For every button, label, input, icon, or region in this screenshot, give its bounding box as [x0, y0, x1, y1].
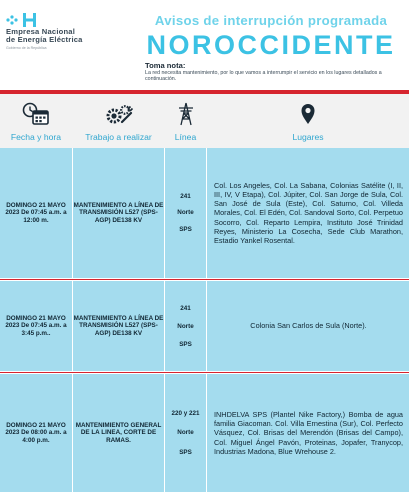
column-label-work: Trabajo a realizar [85, 132, 152, 142]
enee-logo-mark-icon [6, 12, 118, 28]
date-text: DOMINGO 21 MAYO 2023 De 07:45 a.m. a 3:45 p.m.. [5, 314, 67, 337]
transmission-tower-icon [165, 102, 206, 126]
table-row [0, 148, 409, 278]
column-label-line: Línea [174, 132, 197, 142]
work-text: MANTENIMIENTO GENERAL DE LA LINEA, CORTE DE RAMAS. [75, 421, 162, 444]
line-circuit: 241 [180, 304, 191, 312]
cell-work [73, 148, 164, 278]
work-text: MANTENIMIENTO A LÍNEA DE TRANSMISIÓN L527 (SPS-AGP) DE138 KV [73, 314, 164, 337]
cell-date [0, 148, 72, 278]
notice-title-main: NOROCCIDENTE [146, 30, 396, 60]
line-zone: Norte [177, 429, 194, 437]
column-header-work [73, 94, 164, 148]
line-city: SPS [179, 448, 192, 456]
note-label: Toma nota: [145, 61, 186, 70]
note-text: La red necesita mantenimiento, por lo que vamos a interrumpir el servicio en los lugares detallados a continuación. [145, 70, 382, 83]
date-text: DOMINGO 21 MAYO 2023 De 07:45 a.m. a 12:00 m. [5, 201, 67, 224]
cell-places [207, 281, 409, 371]
outage-table-body [0, 148, 409, 492]
column-header-line [165, 94, 206, 148]
cell-date [0, 281, 72, 371]
org-tagline: Gobierno de la República [6, 45, 47, 50]
cell-line [165, 374, 206, 492]
line-circuit: 220 y 221 [171, 410, 200, 418]
column-label-date: Fecha y hora [10, 132, 62, 142]
cell-work [73, 281, 164, 371]
places-text: Colonia San Carlos de Sula (Norte). [250, 321, 367, 331]
line-zone: Norte [177, 209, 194, 217]
line-city: SPS [179, 226, 192, 234]
column-label-places: Lugares [292, 132, 324, 142]
cell-places [207, 374, 409, 492]
places-text: Col. Los Angeles, Col. La Sabana, Colonias Satélite (I, II, III, IV, V Etapa), Col. Júpiter, Col. San Jorge de Sula, Col. San José de Sula (Este), Col. Saturno, Col. Villeda Morales, Col. El Edén, Col. Sandoval Sorto, Col. Perpetuo Socorro, Col. Reparto Lempira, Instituto José Trinidad Reyes, Ministerio La Cosecha, Sede Club Marathon, Estadio Yankel Rosental. [214, 180, 403, 245]
page-header [0, 0, 409, 90]
cell-line [165, 148, 206, 278]
places-text: INHDELVA SPS (Plantel Nike Factory,) Bomba de agua familia Giacoman. Col. Villa Ernestina (Sur), Col. Perfecto Vásquez, Col. Brisas del Merendón (Brisas del Campo), Col. Miguel Ángel Pavón, Proteinas, Jopafer, Tranycop, Industrias Madona, Blue Wrehouse 2. [214, 409, 403, 456]
cell-date [0, 374, 72, 492]
cell-places [207, 148, 409, 278]
table-row [0, 374, 409, 492]
table-header [0, 94, 409, 148]
column-header-date [0, 94, 72, 148]
org-name-line2: de Energía Eléctrica [6, 35, 83, 45]
location-pin-icon [207, 102, 409, 126]
line-city: SPS [179, 340, 192, 348]
gears-wrench-icon [73, 102, 164, 126]
work-text: MANTENIMIENTO A LÍNEA DE TRANSMISIÓN L527 (SPS-AGP) DE138 KV [73, 201, 164, 224]
row-divider [0, 279, 409, 280]
notice-title-top: Avisos de interrupción programada [154, 13, 388, 28]
cell-work [73, 374, 164, 492]
table-row [0, 281, 409, 371]
org-name-line1: Empresa Nacional [6, 27, 76, 36]
column-header-places [207, 94, 409, 148]
cell-line [165, 281, 206, 371]
enee-logo [6, 12, 118, 50]
line-zone: Norte [177, 322, 194, 330]
line-circuit: 241 [180, 192, 191, 200]
date-text: DOMINGO 21 MAYO 2023 De 08:00 a.m. a 4:00 p.m. [5, 421, 67, 444]
calendar-clock-icon [0, 102, 72, 126]
row-divider [0, 372, 409, 373]
